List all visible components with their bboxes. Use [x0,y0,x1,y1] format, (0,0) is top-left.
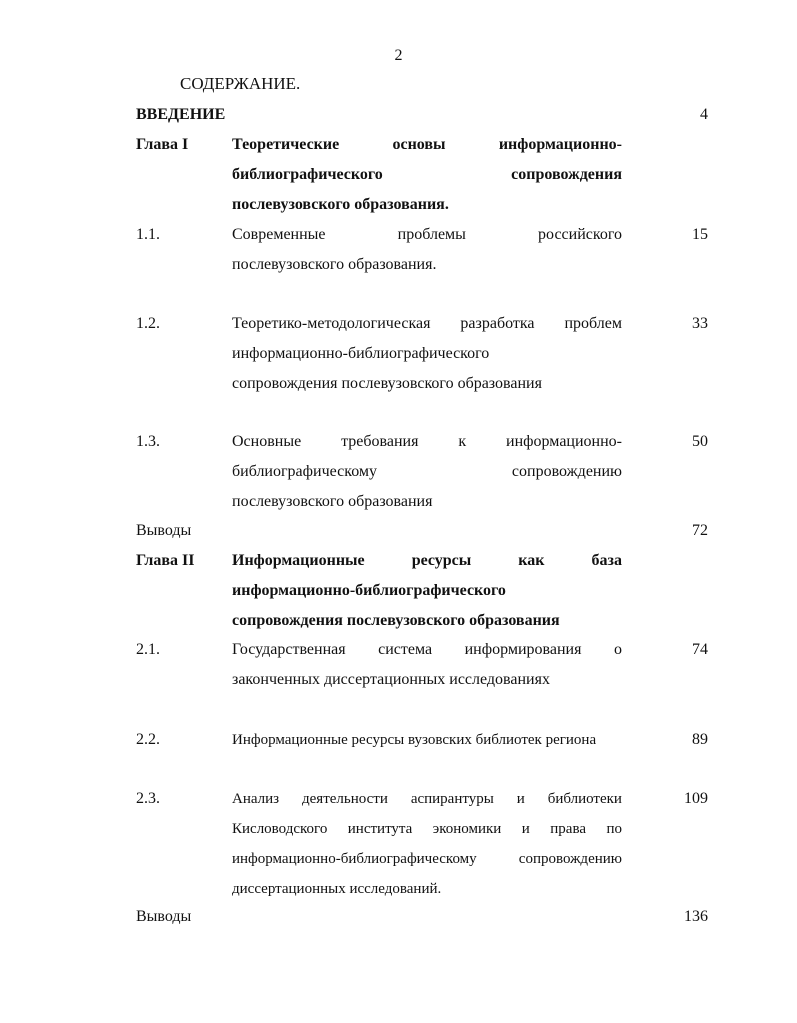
toc-section-2-1-label: 2.1. [136,641,160,658]
toc-section-2-1-title [232,635,622,695]
word: разработка [460,315,535,332]
toc-entry-introduction-label: ВВЕДЕНИЕ [136,106,226,123]
word: Современные [232,226,326,243]
word: о [613,641,622,658]
word: информационно-библиографическому [232,851,477,867]
toc-section-1-1-page: 15 [692,226,708,243]
word: база [591,552,622,569]
title-line: послевузовского образования. [232,256,437,273]
word: российского [538,226,622,243]
word: и [521,821,530,837]
word: проблемы [397,226,466,243]
word: основы [392,136,446,153]
title-line: сопровождения послевузовского образования [232,375,542,392]
word: института [347,821,413,837]
toc-heading: СОДЕРЖАНИЕ. [180,74,301,93]
word: сопровождению [511,463,622,480]
word: Кисловодского [232,821,328,837]
word: и [516,791,525,807]
toc-section-1-2-page: 33 [692,315,708,332]
word: библиотеки [547,791,622,807]
word: аспирантуры [410,791,494,807]
word: требования [341,433,419,450]
word: Теоретико-методологическая [232,315,431,332]
toc-section-2-3-label: 2.3. [136,790,160,807]
word: информационно- [498,136,622,153]
word: деятельности [302,791,388,807]
word: ресурсы [411,552,472,569]
word: как [518,552,545,569]
word: сопровождения [511,166,622,183]
title-line: диссертационных исследований. [232,881,442,897]
word: проблем [564,315,622,332]
word: Анализ [232,791,280,807]
title-line [232,546,622,576]
toc-chapter-2-label: Глава II [136,552,195,569]
page-number: 2 [394,47,403,64]
toc-section-1-3-label: 1.3. [136,433,160,450]
word: по [606,821,622,837]
title-line [232,160,622,190]
title-line [232,309,622,339]
toc-section-2-1-page: 74 [692,641,708,658]
title-line [232,844,622,874]
toc-section-2-3-title [232,784,622,904]
toc-section-1-2-title [232,309,622,399]
title-line: законченных диссертационных исследованиях [232,671,550,688]
toc-section-1-3-page: 50 [692,433,708,450]
title-line: послевузовского образования. [232,196,449,213]
word: Информационные [232,552,365,569]
word: к [458,433,467,450]
toc-section-2-2-label: 2.2. [136,731,160,748]
word: экономики [432,821,502,837]
toc-chapter-1-label: Глава I [136,136,189,153]
toc-conclusions-2-label: Выводы [136,908,192,925]
title-line: сопровождения послевузовского образования [232,612,560,629]
word: Основные [232,433,302,450]
word: сопровождению [518,851,622,867]
title-line [232,635,622,665]
word: Государственная [232,641,346,658]
toc-section-1-2-label: 1.2. [136,315,160,332]
title-line: информационно-библиографического [232,582,506,599]
title-line: Информационные ресурсы вузовских библиотек региона [232,732,597,748]
title-line [232,784,622,814]
toc-section-1-3-title [232,427,622,517]
title-line: послевузовского образования [232,493,433,510]
toc-chapter-2-title [232,546,622,636]
toc-section-2-3-page: 109 [684,790,708,807]
toc-conclusions-2-page: 136 [684,908,708,925]
word: система [378,641,433,658]
title-line [232,427,622,457]
toc-section-1-1-title [232,220,622,280]
title-line [232,130,622,160]
toc-conclusions-1-label: Выводы [136,522,192,539]
word: права [550,821,587,837]
toc-section-2-2-title [232,725,622,755]
word: Теоретические [232,136,340,153]
toc-conclusions-1-page: 72 [692,522,708,539]
word: библиографическому [232,463,378,480]
title-line [232,457,622,487]
title-line [232,814,622,844]
toc-section-2-2-page: 89 [692,731,708,748]
word: информирования [464,641,582,658]
toc-chapter-1-title [232,130,622,220]
word: библиографического [232,166,383,183]
title-line [232,220,622,250]
word: информационно- [506,433,622,450]
toc-entry-introduction-page: 4 [700,106,708,123]
title-line: информационно-библиографического [232,345,490,362]
toc-section-1-1-label: 1.1. [136,226,160,243]
